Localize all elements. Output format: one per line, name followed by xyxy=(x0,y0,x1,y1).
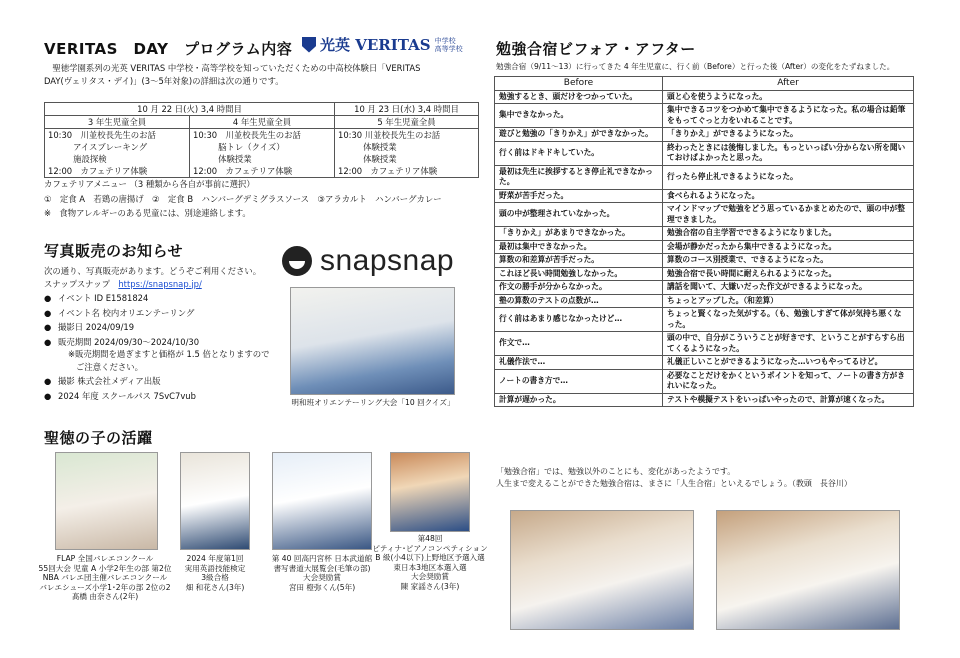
cafeteria-menu: カフェテリアメニュー （3 種類から各自が事前に選択） ① 定食 A 若鶏の唐揚げ ② 定食 B ハンバーグデミグラスソース ③アラカルト ハンバーグカレー ※ 食物アレルギーのある児童には、別途連絡します。 xyxy=(44,179,442,218)
table-row: 最初は先生に挨拶するとき停止礼できなかった。 行ったら停止礼できるようになった。 xyxy=(495,165,914,189)
veritas-title: VERITAS DAY プログラム内容 xyxy=(44,40,293,58)
orienteering-caption: 明和班オリエンテーリング大会「10 回クイズ」 xyxy=(291,398,455,407)
photo-sale-details: 次の通り、写真販売があります。どうぞご利用ください。 スナップスナップ https://snapsnap.jp/ ● イベント ID E1581824 ● イベント名 校内オリエンテーリング ● 撮影日 2024/09/19 ● 販売期間 2024/09/30～2024/10/30 ※販売期間を過ぎますと価格が 1.5 倍となりますので ご注意ください。 ● 撮影 株式会社メディア出版 ● 2024 年度 スクールパス 7SvC7vub xyxy=(44,265,284,402)
table-row: これほど長い時間勉強しなかった。 勉強合宿で長い時間に耐えられるようになった。 xyxy=(495,267,914,281)
snapsnap-logo: snapsnap xyxy=(282,244,454,278)
orienteering-photo xyxy=(290,287,455,395)
table-row: 遊びと勉強の「きりかえ」ができなかった。 「きりかえ」ができるようになった。 xyxy=(495,128,914,142)
camp-intro: 勉強合宿（9/11～13）に行ってきた 4 年生児童に、行く前（Before）と行った後（After）の変化をたずねました。 xyxy=(496,62,895,71)
table-row: ノートの書き方で… 必要なことだけをかくというポイントを知って、ノートの書き方がきれいになった。 xyxy=(495,369,914,393)
camp-outro: 「勉強合宿」では、勉強以外のことにも、変化があったようです。 人生まで変えることができた勉強合宿は、まさに「人生合宿」といえるでしょう。（教頭 長谷川） xyxy=(496,467,852,488)
kids-title: 聖徳の子の活躍 xyxy=(44,429,153,447)
veritas-intro: 聖徳学園系列の光英 VERITAS 中学校・高等学校を知っていただくための中高校体験日「VERITAS DAY(ヴェリタス・デイ)」(3～5年対象)の詳細は次の通りです。 xyxy=(44,63,421,86)
grade-5: 5 年生児童全員 xyxy=(335,116,479,129)
table-row: 勉強するとき、頭だけをつかっていた。 頭と心を使うようになった。 xyxy=(495,90,914,104)
table-row: 行く前はドキドキしていた。 終わったときには後悔しました。もっといっぱい分からない所を聞いておけばよかったと思った。 xyxy=(495,141,914,165)
kid-photo-3 xyxy=(272,452,372,550)
table-row: 算数の和差算が苦手だった。 算数のコース別授業で、できるようになった。 xyxy=(495,254,914,268)
table-row: 集中できなかった。 集中できるコツをつかめて集中できるようになった。私の場合は鉛筆をもってぐっと力をいれることです。 xyxy=(495,104,914,128)
camp-photo-2 xyxy=(716,510,900,630)
kid-caption-2: 2024 年度第1回 実用英語技能検定 3級合格 畑 和花さん(3年) xyxy=(184,554,246,592)
table-row: 「きりかえ」があまりできなかった。 勉強合宿の自主学習でできるようになりました。 xyxy=(495,227,914,241)
schedule-col-3: 10:30 川並校長先生のお話 体験授業 体験授業 12:00 カフェテリア体験 xyxy=(335,129,479,178)
table-row: 計算が遅かった。 テストや模擬テストをいっぱいやったので、計算が速くなった。 xyxy=(495,393,914,407)
kid-photo-4 xyxy=(390,452,470,532)
date-2: 10 月 23 日(水) 3,4 時間目 xyxy=(335,103,479,116)
before-after-table xyxy=(494,76,914,407)
table-row: 塾の算数のテストの点数が… ちょっとアップした。（和差算） xyxy=(495,294,914,308)
grade-4: 4 年生児童全員 xyxy=(190,116,335,129)
table-row: 最初は集中できなかった。 会場が静かだったから集中できるようになった。 xyxy=(495,240,914,254)
kid-caption-1: FLAP 全国バレエコンクール 55回大会 児童 A 小学2年生の部 第2位 NBA バレエ団主催バレエコンクール バレエシューズ小学1･2年の部 2位の2 髙橋 由奈さん(2年) xyxy=(38,554,172,601)
table-row: 野菜が苦手だった。 食べられるようになった。 xyxy=(495,189,914,203)
school-crest-icon xyxy=(302,37,316,53)
grade-3: 3 年生児童全員 xyxy=(45,116,190,129)
snapsnap-logo-icon xyxy=(282,246,312,276)
kid-photo-1 xyxy=(55,452,158,550)
snapsnap-link[interactable]: https://snapsnap.jp/ xyxy=(118,278,202,289)
date-1: 10 月 22 日(火) 3,4 時間目 xyxy=(45,103,335,116)
table-row: 頭の中が整理されていなかった。 マインドマップで勉強をどう思っているかまとめたので、頭の中が整理できました。 xyxy=(495,203,914,227)
veritas-logo xyxy=(302,34,463,55)
logo-sub: 中学校 高等学校 xyxy=(434,36,463,53)
before-header: Before xyxy=(495,77,663,91)
kid-caption-4: 第48回 ピティナ･ピアノコンペティション B 級(小4以下)上野地区予選入選 東日本3地区本選入選 大会奨励賞 陳 家謡さん(3年) xyxy=(372,534,488,591)
camp-title: 勉強合宿ビフォア・アフター xyxy=(496,40,696,58)
schedule-col-1: 10:30 川並校長先生のお話 アイスブレーキング 施設探検 12:00 カフェテリア体験 xyxy=(45,129,190,178)
photo-sale-title: 写真販売のお知らせ xyxy=(44,242,184,260)
table-row: 作文で… 頭の中で、自分がこういうことが好きです、ということがすらすら出てくるようになった。 xyxy=(495,332,914,356)
logo-name: 光英 VERITAS xyxy=(320,36,431,54)
table-row: 行く前はあまり感じなかったけど… ちょっと賢くなった気がする。（も、勉強しすぎて体が気持ち悪くなった。 xyxy=(495,308,914,332)
kid-caption-3: 第 40 回高円宮杯 日本武道館 書写書道大展覧会(毛筆の部) 大会奨励賞 宮田 橙弥くん(5年) xyxy=(271,554,373,592)
kid-photo-2 xyxy=(180,452,250,550)
after-header: After xyxy=(663,77,914,91)
schedule-col-2: 10:30 川並校長先生のお話 脳トレ（クイズ） 体験授業 12:00 カフェテリア体験 xyxy=(190,129,335,178)
schedule-table xyxy=(44,102,479,178)
table-row: 礼儀作法で… 礼儀正しいことができるようになった…いつもやってるけど。 xyxy=(495,356,914,370)
camp-photo-1 xyxy=(510,510,694,630)
table-row: 作文の勝手が分からなかった。 講話を聞いて、大嫌いだった作文ができるようになった。 xyxy=(495,281,914,295)
